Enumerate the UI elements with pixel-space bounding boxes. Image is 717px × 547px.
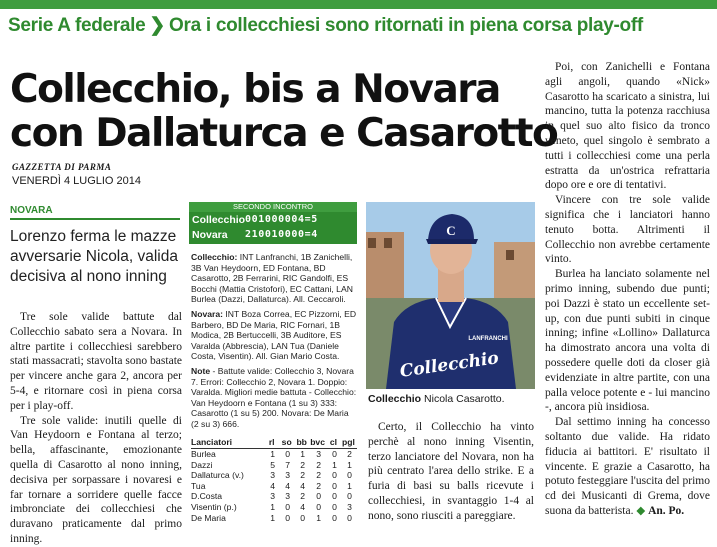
- pitcher-name: Dallaturca (v.): [191, 470, 244, 481]
- stat-cell: 1: [347, 480, 352, 491]
- lineups: [191, 252, 357, 434]
- stat-cell: 3: [316, 449, 321, 459]
- scoreboard-row: [189, 213, 357, 228]
- stat-cell: 4: [285, 480, 291, 491]
- player-photo: [366, 202, 535, 389]
- stat-cell: 0: [316, 501, 321, 512]
- stat-cell: 1: [270, 501, 276, 512]
- stat-cell: 1: [347, 459, 352, 470]
- kicker: [8, 14, 708, 40]
- column-header: rl: [265, 437, 280, 449]
- collecchio-lineup: Collecchio: INT Lanfranchi, 1B Zanichelli, 3B Van Heydoorn, ED Fontana, BD Casarotto, 2B Ferrarini, RIC Gandolfi, ES Bocchi (Mattia Cristofori), EC Cattani, LAN Burlea (Dazzi, Dallaturca). All. Ceccaroli.: [191, 252, 353, 305]
- cap-letter: C: [446, 223, 456, 238]
- stat-cell: 2: [316, 459, 321, 470]
- pitcher-name: Tua: [191, 480, 206, 491]
- player-photo-illustration: [366, 202, 535, 389]
- stat-cell: 0: [347, 512, 352, 523]
- table-row: [191, 460, 357, 471]
- scoreboard: [189, 212, 357, 244]
- stat-cell: 2: [300, 459, 306, 470]
- column-header: bvc: [310, 437, 325, 447]
- game-notes: Note - Battute valide: Collecchio 3, Novara 7. Errori: Collecchio 2, Novara 1. Doppio: Varalda. Migliori medie battuta - Collecchio: Van Heydoorn e Fontana (1 su 3) 333: Casarotto (1 su 5) 200. Novara: De Maria (2 su 3) 666.: [191, 365, 357, 429]
- stat-cell: 4: [300, 501, 306, 512]
- headline-line-2: con Dallaturca e Casarotto: [10, 111, 558, 156]
- column-header: pgl: [342, 437, 357, 449]
- paragraph: Dal settimo inning ha concesso soltanto due valide. Ha ridato fiducia ai battitori. E' risultato il vincente. E grazie a Casarotto, ha potuto festeggiare l'uscita del primo cd dei Musicanti di Grema, dove suona da batterista. ◆ An. Po.: [545, 416, 710, 517]
- summary: Lorenzo ferma le mazze avversarie Nicola, valida decisiva al nono inning: [10, 228, 178, 285]
- column-header: cl: [327, 437, 342, 449]
- article-column-4: [545, 60, 710, 519]
- headline-line-1: Collecchio, bis a Novara: [10, 67, 500, 112]
- novara-lineup: Novara: INT Boza Correa, EC Pizzorni, ED Barbero, BD De Maria, RIC Fornari, 1B Modica, 2B Bertuccelli, 3B Auditore, ES Varalda (Abbrescia), LAN Tua (Daniele Costa, Visentin). All. Gian Mario Costa.: [191, 308, 357, 362]
- line-score: 001000004=5: [245, 214, 318, 225]
- photo-caption: Collecchio Nicola Casarotto.: [368, 393, 505, 405]
- stat-cell: 1: [270, 449, 276, 459]
- table-row: [191, 491, 357, 502]
- table-row: [191, 481, 357, 492]
- pitcher-name: Burlea: [191, 449, 216, 459]
- stat-cell: 0: [332, 470, 337, 481]
- stat-cell: 0: [285, 501, 291, 512]
- scoreboard-row: [189, 228, 357, 243]
- stat-cell: 0: [332, 449, 337, 459]
- stat-cell: 0: [300, 512, 306, 523]
- stat-cell: 4: [270, 480, 276, 491]
- stat-cell: 5: [270, 459, 276, 470]
- paragraph: Burlea ha lanciato solamente nel primo inning, subendo due punti; poi Dazzi è stato un eccellente set-up, con due punti subiti in cinque inning; infine «Lollino» Dallaturca ha dimostrato ancora una volta di possedere quelle doti da closer già evidenziate in altre partite, con una palla veloce potente e - lui mancino -, ancora più insidiosa.: [545, 268, 710, 414]
- stat-cell: 0: [347, 470, 352, 481]
- table-row: [191, 449, 357, 460]
- stat-cell: 0: [316, 491, 321, 502]
- team-name: Collecchio: [192, 214, 246, 226]
- table-header-row: [191, 437, 357, 449]
- stat-cell: 1: [316, 512, 321, 523]
- dateline: NOVARA: [10, 205, 180, 220]
- stat-cell: 2: [316, 470, 321, 481]
- stat-cell: 2: [300, 470, 306, 481]
- article-column-3: [368, 420, 534, 524]
- line-score: 210010000=4: [245, 229, 318, 240]
- paragraph: Tre sole valide: inutili quelle di Van Heydoorn e Fontana al terzo; bella, affascinante, emozionante quella di Casarotto al nono inning, decisiva per sorpassare i novaresi e far tornare a sorridere quelle facce imbronciate dei collecchiesi che duravano praticamente dal primo inning.: [10, 414, 182, 545]
- stat-cell: 0: [332, 491, 337, 502]
- stat-cell: 0: [332, 480, 337, 491]
- stat-cell: 0: [332, 512, 337, 523]
- pitcher-name: D.Costa: [191, 491, 223, 502]
- pitcher-name: De Maria: [191, 512, 226, 523]
- column-header: so: [280, 437, 295, 449]
- stat-cell: 4: [300, 480, 306, 491]
- stat-cell: 1: [300, 449, 306, 459]
- stat-cell: 3: [285, 470, 291, 481]
- stat-cell: 3: [270, 491, 276, 502]
- paragraph: Vincere con tre sole valide significa che i lanciatori hanno tenuto botta. Altrimenti il Collecchio non avrebbe certamente vinto.: [545, 194, 710, 266]
- stat-cell: 2: [347, 449, 352, 459]
- table-row: [191, 470, 357, 481]
- article-column-1: [10, 310, 182, 547]
- stat-cell: 0: [285, 449, 291, 459]
- pitcher-name: Dazzi: [191, 459, 213, 470]
- arrow-icon: ❯: [149, 15, 166, 36]
- pitcher-name: Visentin (p.): [191, 501, 237, 512]
- newspaper-name: GAZZETTA DI PARMA: [12, 162, 112, 172]
- jersey-sponsor: LANFRANCHI: [468, 336, 508, 342]
- section-label: Serie A federale: [8, 15, 146, 36]
- table-row: [191, 513, 357, 524]
- scoreboard-header: SECONDO INCONTRO: [189, 202, 357, 212]
- stat-cell: 2: [316, 480, 321, 491]
- publication-date: VENERDÌ 4 LUGLIO 2014: [12, 175, 142, 187]
- column-header: bb: [295, 437, 310, 449]
- byline: An. Po.: [648, 504, 685, 517]
- stat-cell: 0: [285, 512, 291, 523]
- paragraph: Tre sole valide battute dal Collecchio sabato sera a Novara. In altre partite i collecchiesi sarebbero stati massacrati; stavolta sono bastate per vincere anche gara 2, ancora per 5-4, e ritornare così in piena corsa per i play-off.: [10, 311, 182, 412]
- kicker-subtitle: Ora i collecchiesi sono ritornati in piena corsa play-off: [169, 15, 643, 36]
- stat-cell: 3: [285, 491, 291, 502]
- stat-cell: 7: [285, 459, 291, 470]
- stat-cell: 3: [347, 501, 352, 512]
- pitching-stats-table: [191, 437, 357, 523]
- jersey-script: Collecchio: [398, 348, 500, 382]
- table-row: [191, 502, 357, 513]
- paragraph: Poi, con Zanichelli e Fontana agli angoli, quando «Nick» Casarotto ha scaricato a sinistra, lui mancino, tutta la potenza racchiusa in quel suo alto fisico da tronco veneto, quel singolo è sembrato a tutti i collecchiesi come una perla estratta da un'ostrica refrattaria dopo ore e ore di tentativi.: [545, 61, 710, 192]
- team-name: Novara: [192, 229, 228, 241]
- stat-cell: 0: [332, 501, 337, 512]
- stat-cell: 3: [270, 470, 276, 481]
- top-color-bar: [0, 0, 717, 9]
- stat-cell: 1: [332, 459, 337, 470]
- stat-cell: 0: [347, 491, 352, 502]
- byline-diamond-icon: ◆: [636, 504, 646, 517]
- paragraph: Certo, il Collecchio ha vinto perchè al nono inning Visentin, terzo lanciatore del Novara, non ha più centrato l'area dello strike. E a furia di basi su balls ricevute i collecchiesi, in svantaggio 1-4 al nono, sono riusciti a pareggiare.: [368, 421, 534, 522]
- column-header: Lanciatori: [191, 437, 265, 449]
- stat-cell: 2: [300, 491, 306, 502]
- stat-cell: 1: [270, 512, 276, 523]
